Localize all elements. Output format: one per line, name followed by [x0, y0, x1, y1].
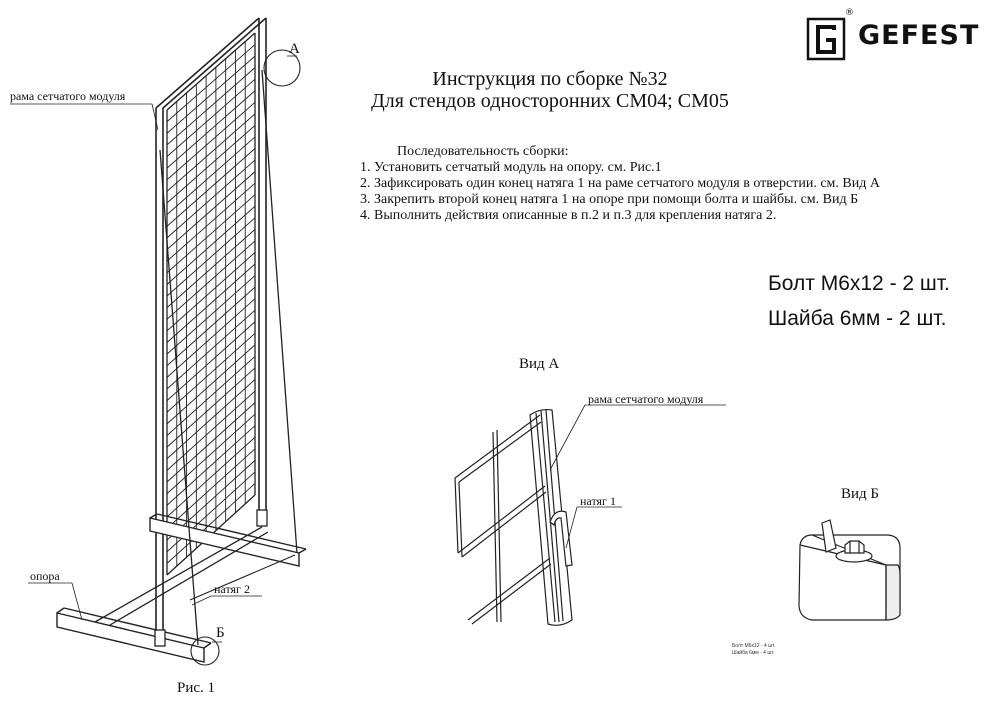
- grid-wire: [167, 310, 255, 389]
- grid-wire: [167, 241, 255, 319]
- grid-wire: [167, 356, 255, 435]
- grid-wire: [167, 252, 255, 330]
- grid-module-drawing: [10, 18, 306, 665]
- grid-wire: [167, 333, 255, 412]
- grid-wire: [167, 264, 255, 343]
- grid-wire: [167, 322, 255, 401]
- grid-wire: [167, 160, 255, 238]
- grid-wire: [167, 79, 255, 156]
- view-b-drawing: [799, 520, 900, 620]
- steps-heading: Последовательность сборки:: [397, 144, 569, 159]
- document-title: Инструкция по сборке №32: [432, 68, 668, 90]
- bolt-quantity: Болт М6х12 - 2 шт.: [768, 272, 950, 295]
- washer-quantity: Шайба 6мм - 2 шт.: [768, 307, 947, 330]
- grid-wire: [167, 114, 255, 192]
- grid-wire: [167, 45, 255, 122]
- grid-wire: [167, 102, 255, 179]
- grid-wire: [167, 391, 255, 470]
- grid-wire: [167, 56, 255, 133]
- support-label: опора: [30, 569, 60, 583]
- figure-caption: Рис. 1: [177, 680, 216, 696]
- view-b-title: Вид Б: [841, 486, 880, 502]
- grid-wire: [167, 137, 255, 215]
- view-a-tie1-label: натяг 1: [580, 494, 616, 508]
- callout-a: А: [289, 41, 300, 57]
- view-a-frame-label: рама сетчатого модуля: [588, 392, 704, 406]
- grid-wire: [167, 299, 255, 378]
- fastener-note-washer: Шайба 6мм - 4 шт.: [732, 650, 775, 656]
- view-a-drawing: [455, 405, 726, 625]
- grid-wire: [167, 287, 255, 366]
- grid-wire: [167, 91, 255, 168]
- grid-wire: [167, 206, 255, 284]
- grid-wire: [167, 125, 255, 203]
- grid-wire: [167, 414, 255, 493]
- grid-wire: [167, 183, 255, 261]
- grid-wire: [167, 172, 255, 250]
- grid-wire: [167, 218, 255, 296]
- callout-b: Б: [216, 625, 225, 641]
- step-item: 4. Выполнить действия описанные в п.2 и п.3 для крепления натяга 2.: [360, 208, 777, 223]
- view-a-title: Вид А: [519, 356, 560, 372]
- grid-wire: [167, 426, 255, 506]
- document-subtitle: Для стендов односторонних СМ04; СМ05: [371, 90, 729, 112]
- assembly-steps: [360, 144, 880, 224]
- grid-wire: [167, 68, 255, 145]
- grid-wire: [167, 229, 255, 307]
- frame-label: рама сетчатого модуля: [10, 89, 126, 103]
- grid-wire: [167, 276, 255, 355]
- grid-wire: [167, 437, 255, 517]
- fastener-note: [732, 643, 775, 657]
- step-item: 1. Установить сетчатый модуль на опору. см. Рис.1: [360, 160, 662, 175]
- gefest-logo-icon: [808, 19, 844, 59]
- tie2-label: натяг 2: [214, 582, 250, 596]
- grid-wire: [167, 449, 255, 529]
- grid-wire: [167, 149, 255, 227]
- step-item: 2. Зафиксировать один конец натяга 1 на раме сетчатого модуля в отверстии. см. Вид А: [360, 176, 880, 191]
- registered-mark: ®: [845, 8, 854, 18]
- grid-wire: [167, 195, 255, 273]
- brand-name: GEFEST: [858, 20, 980, 51]
- fastener-note-bolt: Болт М6х12 - 4 шт.: [732, 643, 776, 649]
- step-item: 3. Закрепить второй конец натяга 1 на опоре при помощи болта и шайбы. см. Вид Б: [360, 192, 859, 207]
